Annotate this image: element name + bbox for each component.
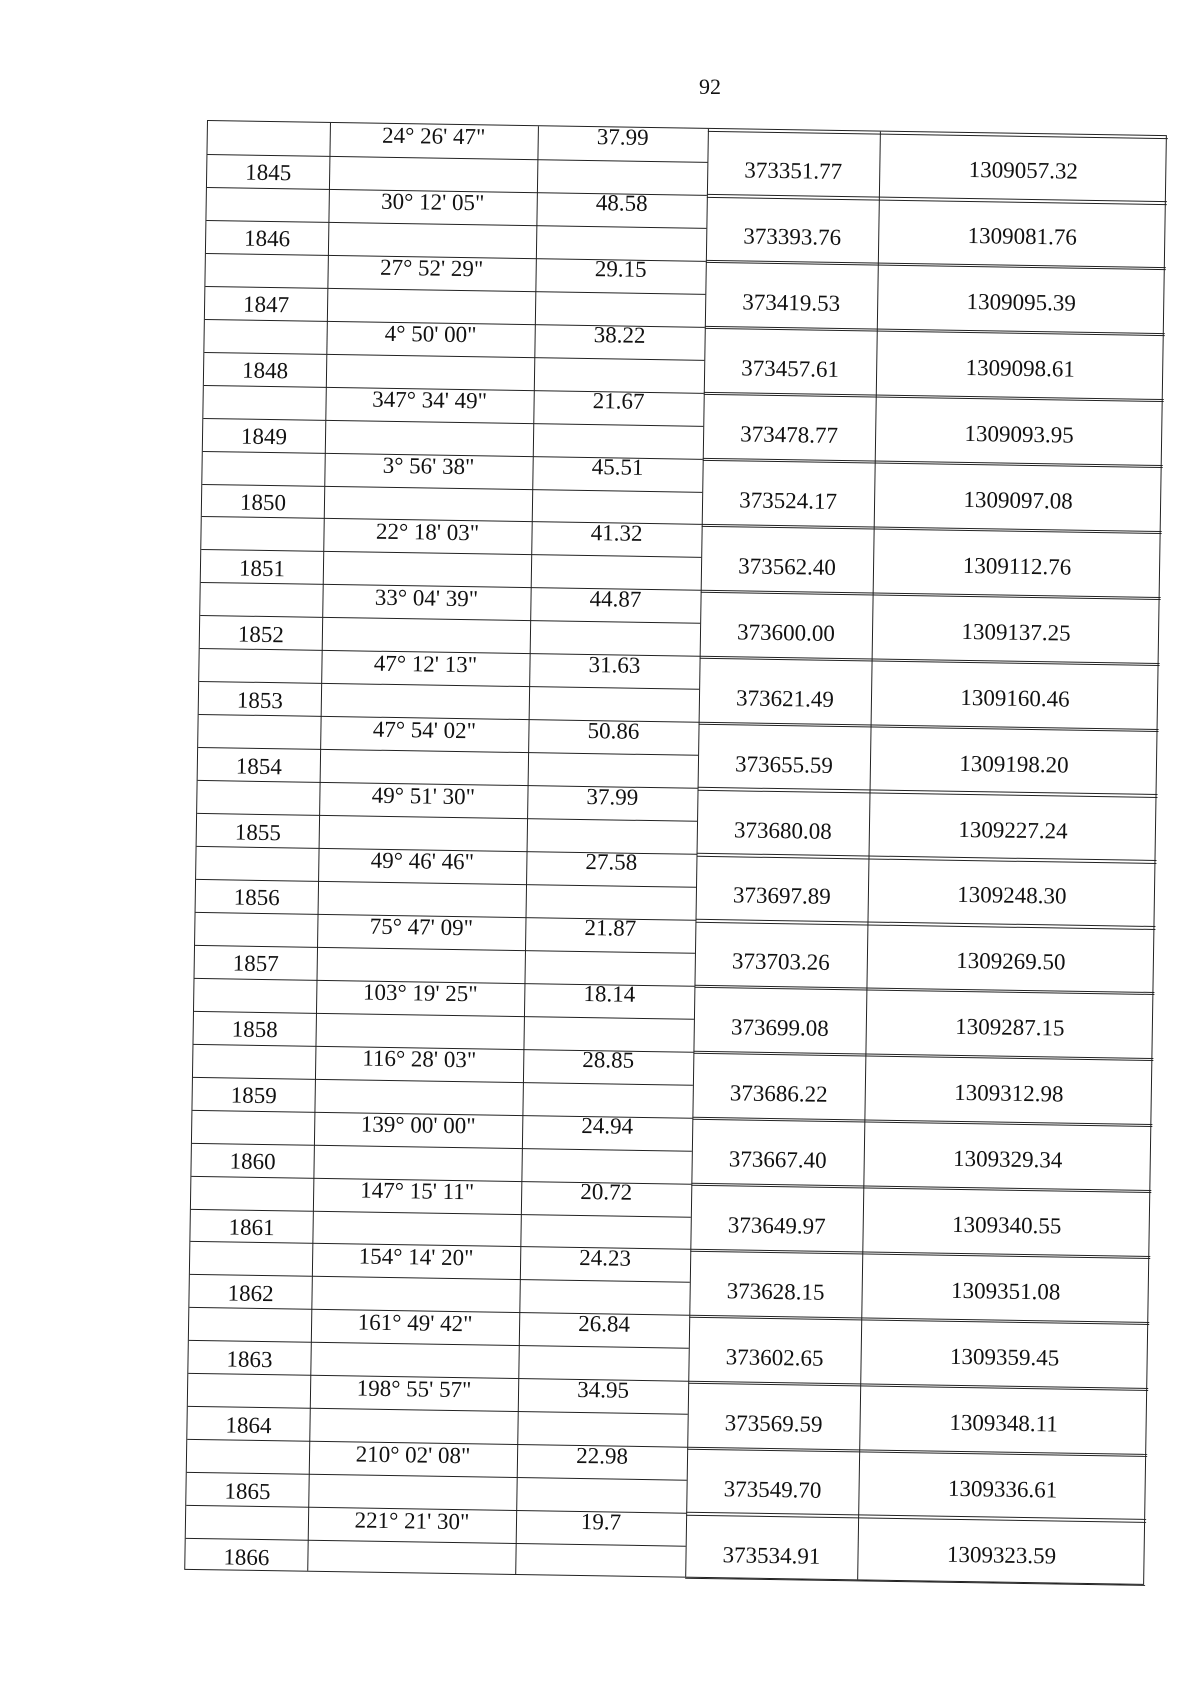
- bearing-cell: 49° 51' 30": [371, 782, 476, 809]
- northing-cell: 1309269.50: [956, 948, 1066, 975]
- row-divider: [322, 617, 700, 624]
- row-divider: [189, 1340, 311, 1343]
- distance-cell: 34.95: [577, 1376, 630, 1403]
- bearing-cell: 30° 12' 05": [380, 189, 485, 216]
- bearing-cell: 198° 55' 57": [356, 1375, 472, 1403]
- bearing-cell: 103° 19' 25": [362, 979, 478, 1007]
- easting-cell: 373457.61: [741, 355, 840, 383]
- row-divider: [317, 947, 695, 954]
- distance-cell: 44.87: [589, 585, 642, 612]
- station-cell: 1851: [238, 555, 286, 582]
- row-divider: [202, 483, 324, 486]
- row-divider: [199, 681, 321, 684]
- distance-cell: 50.86: [587, 717, 640, 744]
- easting-cell: 373621.49: [735, 685, 835, 712]
- row-divider: [197, 813, 319, 816]
- easting-cell: 373602.65: [725, 1344, 824, 1371]
- easting-cell: 373419.53: [742, 289, 841, 317]
- row-divider: [207, 154, 329, 157]
- bearing-cell: 161° 49' 42": [357, 1309, 473, 1337]
- easting-cell: 373393.76: [743, 223, 842, 251]
- station-cell: 1855: [234, 819, 282, 845]
- distance-cell: 18.14: [583, 981, 636, 1008]
- row-divider: [190, 1274, 312, 1277]
- row-divider: [308, 1540, 686, 1547]
- station-cell: 1866: [223, 1543, 270, 1570]
- northing-cell: 1309248.30: [957, 882, 1067, 910]
- northing-cell: 1309340.55: [951, 1211, 1062, 1239]
- station-cell: 1854: [235, 753, 283, 779]
- bearing-cell: 47° 12' 13": [373, 650, 478, 678]
- northing-cell: 1309227.24: [958, 816, 1068, 844]
- row-divider: [186, 1538, 308, 1541]
- distance-cell: 21.67: [592, 388, 645, 415]
- row-divider: [309, 1474, 687, 1481]
- easting-cell: 373569.59: [724, 1409, 823, 1437]
- station-cell: 1847: [242, 291, 290, 318]
- distance-cell: 38.22: [593, 322, 646, 349]
- easting-cell: 373680.08: [733, 816, 832, 844]
- station-cell: 1845: [244, 160, 292, 186]
- row-divider: [191, 1208, 313, 1211]
- distance-cell: 29.15: [594, 256, 647, 283]
- easting-cell: 373549.70: [723, 1475, 822, 1503]
- station-cell: 1858: [231, 1016, 278, 1043]
- row-divider: [316, 1013, 694, 1020]
- bearing-cell: 24° 26' 47": [381, 123, 486, 150]
- bearing-cell: 33° 04' 39": [374, 584, 479, 612]
- distance-cell: 26.84: [578, 1310, 631, 1337]
- easting-cell: 373655.59: [734, 750, 834, 778]
- distance-cell: 37.99: [586, 783, 639, 810]
- row-divider: [311, 1342, 689, 1349]
- easting-cell: 373697.89: [732, 882, 831, 910]
- bearing-cell: 139° 00' 00": [360, 1111, 476, 1139]
- bearing-cell: 27° 52' 29": [379, 255, 484, 282]
- row-divider: [206, 220, 328, 223]
- northing-cell: 1309359.45: [949, 1343, 1060, 1371]
- distance-cell: 41.32: [590, 520, 643, 546]
- row-divider: [315, 1078, 693, 1085]
- distance-cell: 19.7: [580, 1508, 622, 1535]
- northing-cell: 1309093.95: [964, 421, 1074, 448]
- row-divider: [313, 1210, 691, 1217]
- row-divider: [200, 615, 322, 618]
- bearing-cell: 49° 46' 46": [370, 848, 475, 875]
- row-divider: [192, 1142, 314, 1145]
- northing-cell: 1309081.76: [967, 223, 1078, 251]
- row-divider: [310, 1408, 688, 1415]
- row-divider: [198, 747, 320, 750]
- row-divider: [319, 815, 697, 822]
- bearing-cell: 22° 18' 03": [375, 518, 480, 546]
- northing-cell: 1309095.39: [966, 289, 1077, 316]
- easting-cell: 373478.77: [740, 421, 839, 449]
- easting-cell: 373699.08: [730, 1014, 829, 1042]
- station-cell: 1856: [233, 884, 280, 911]
- row-divider: [685, 1578, 1145, 1586]
- row-divider: [708, 131, 1168, 139]
- distance-cell: 45.51: [591, 454, 644, 480]
- row-divider: [312, 1276, 690, 1283]
- distance-cell: 27.58: [585, 849, 638, 876]
- bearing-cell: 4° 50' 00": [384, 321, 477, 348]
- station-cell: 1850: [239, 489, 287, 516]
- easting-cell: 373600.00: [736, 619, 836, 646]
- row-divider: [328, 222, 706, 229]
- easting-cell: 373686.22: [729, 1080, 828, 1108]
- northing-cell: 1309329.34: [952, 1145, 1063, 1173]
- row-divider: [326, 354, 704, 361]
- station-cell: 1846: [243, 225, 291, 252]
- easting-cell: 373628.15: [726, 1278, 825, 1305]
- distance-cell: 22.98: [576, 1442, 629, 1469]
- station-cell: 1860: [229, 1148, 276, 1175]
- row-divider: [204, 352, 326, 355]
- bearing-cell: 154° 14' 20": [358, 1243, 474, 1271]
- distance-cell: 28.85: [582, 1047, 635, 1074]
- easting-cell: 373649.97: [727, 1212, 826, 1239]
- bearing-cell: 221° 21' 30": [354, 1507, 470, 1534]
- northing-cell: 1309198.20: [959, 750, 1069, 778]
- row-divider: [314, 1144, 692, 1151]
- row-divider: [195, 945, 317, 948]
- bearing-cell: 116° 28' 03": [362, 1045, 477, 1073]
- northing-cell: 1309312.98: [953, 1080, 1064, 1107]
- row-divider: [203, 418, 325, 421]
- northing-cell: 1309097.08: [963, 486, 1073, 514]
- distance-cell: 20.72: [580, 1179, 633, 1205]
- northing-cell: 1309057.32: [968, 157, 1079, 185]
- northing-cell: 1309323.59: [946, 1541, 1057, 1569]
- station-cell: 1857: [232, 950, 279, 977]
- distance-cell: 24.94: [581, 1113, 634, 1139]
- station-cell: 1865: [224, 1478, 271, 1504]
- row-divider: [318, 881, 696, 888]
- row-divider: [193, 1077, 315, 1080]
- row-divider: [201, 549, 323, 552]
- distance-cell: 21.87: [584, 915, 637, 942]
- northing-cell: 1309112.76: [962, 552, 1072, 580]
- northing-cell: 1309348.11: [949, 1409, 1059, 1437]
- northing-cell: 1309160.46: [960, 684, 1070, 712]
- easting-cell: 373562.40: [737, 553, 837, 580]
- station-cell: 1853: [236, 687, 284, 713]
- row-divider: [320, 749, 698, 756]
- northing-cell: 1309098.61: [965, 355, 1076, 382]
- easting-cell: 373534.91: [722, 1541, 821, 1569]
- row-divider: [323, 551, 701, 558]
- easting-cell: 373667.40: [728, 1146, 827, 1173]
- northing-cell: 1309137.25: [961, 618, 1071, 646]
- easting-cell: 373524.17: [739, 487, 838, 514]
- row-divider: [329, 156, 707, 163]
- survey-table: [184, 120, 1167, 1585]
- bearing-cell: 147° 15' 11": [360, 1177, 475, 1205]
- row-divider: [327, 288, 705, 295]
- station-cell: 1864: [225, 1412, 272, 1438]
- northing-cell: 1309351.08: [950, 1277, 1061, 1305]
- easting-cell: 373703.26: [731, 948, 830, 976]
- easting-cell: 373351.77: [744, 157, 843, 185]
- distance-cell: 48.58: [595, 190, 648, 217]
- northing-cell: 1309287.15: [955, 1014, 1065, 1041]
- row-divider: [187, 1472, 309, 1475]
- row-divider: [324, 485, 702, 492]
- station-cell: 1862: [227, 1280, 274, 1307]
- row-divider: [325, 419, 703, 426]
- bearing-cell: 47° 54' 02": [372, 716, 477, 743]
- page-number: 92: [699, 74, 721, 99]
- station-cell: 1849: [240, 423, 288, 450]
- station-cell: 1852: [237, 621, 285, 648]
- bearing-cell: 347° 34' 49": [372, 386, 488, 414]
- row-divider: [188, 1406, 310, 1409]
- bearing-cell: 210° 02' 08": [355, 1441, 471, 1468]
- row-divider: [196, 879, 318, 882]
- row-divider: [205, 286, 327, 289]
- distance-cell: 37.99: [596, 124, 649, 151]
- row-divider: [194, 1011, 316, 1014]
- station-cell: 1861: [228, 1214, 275, 1241]
- bearing-cell: 75° 47' 09": [369, 914, 474, 941]
- station-cell: 1863: [226, 1346, 273, 1372]
- distance-cell: 24.23: [579, 1244, 632, 1271]
- distance-cell: 31.63: [588, 651, 641, 678]
- bearing-cell: 3° 56' 38": [382, 452, 475, 480]
- station-cell: 1859: [230, 1082, 277, 1109]
- station-cell: 1848: [241, 357, 289, 384]
- row-divider: [321, 683, 699, 690]
- northing-cell: 1309336.61: [947, 1475, 1058, 1503]
